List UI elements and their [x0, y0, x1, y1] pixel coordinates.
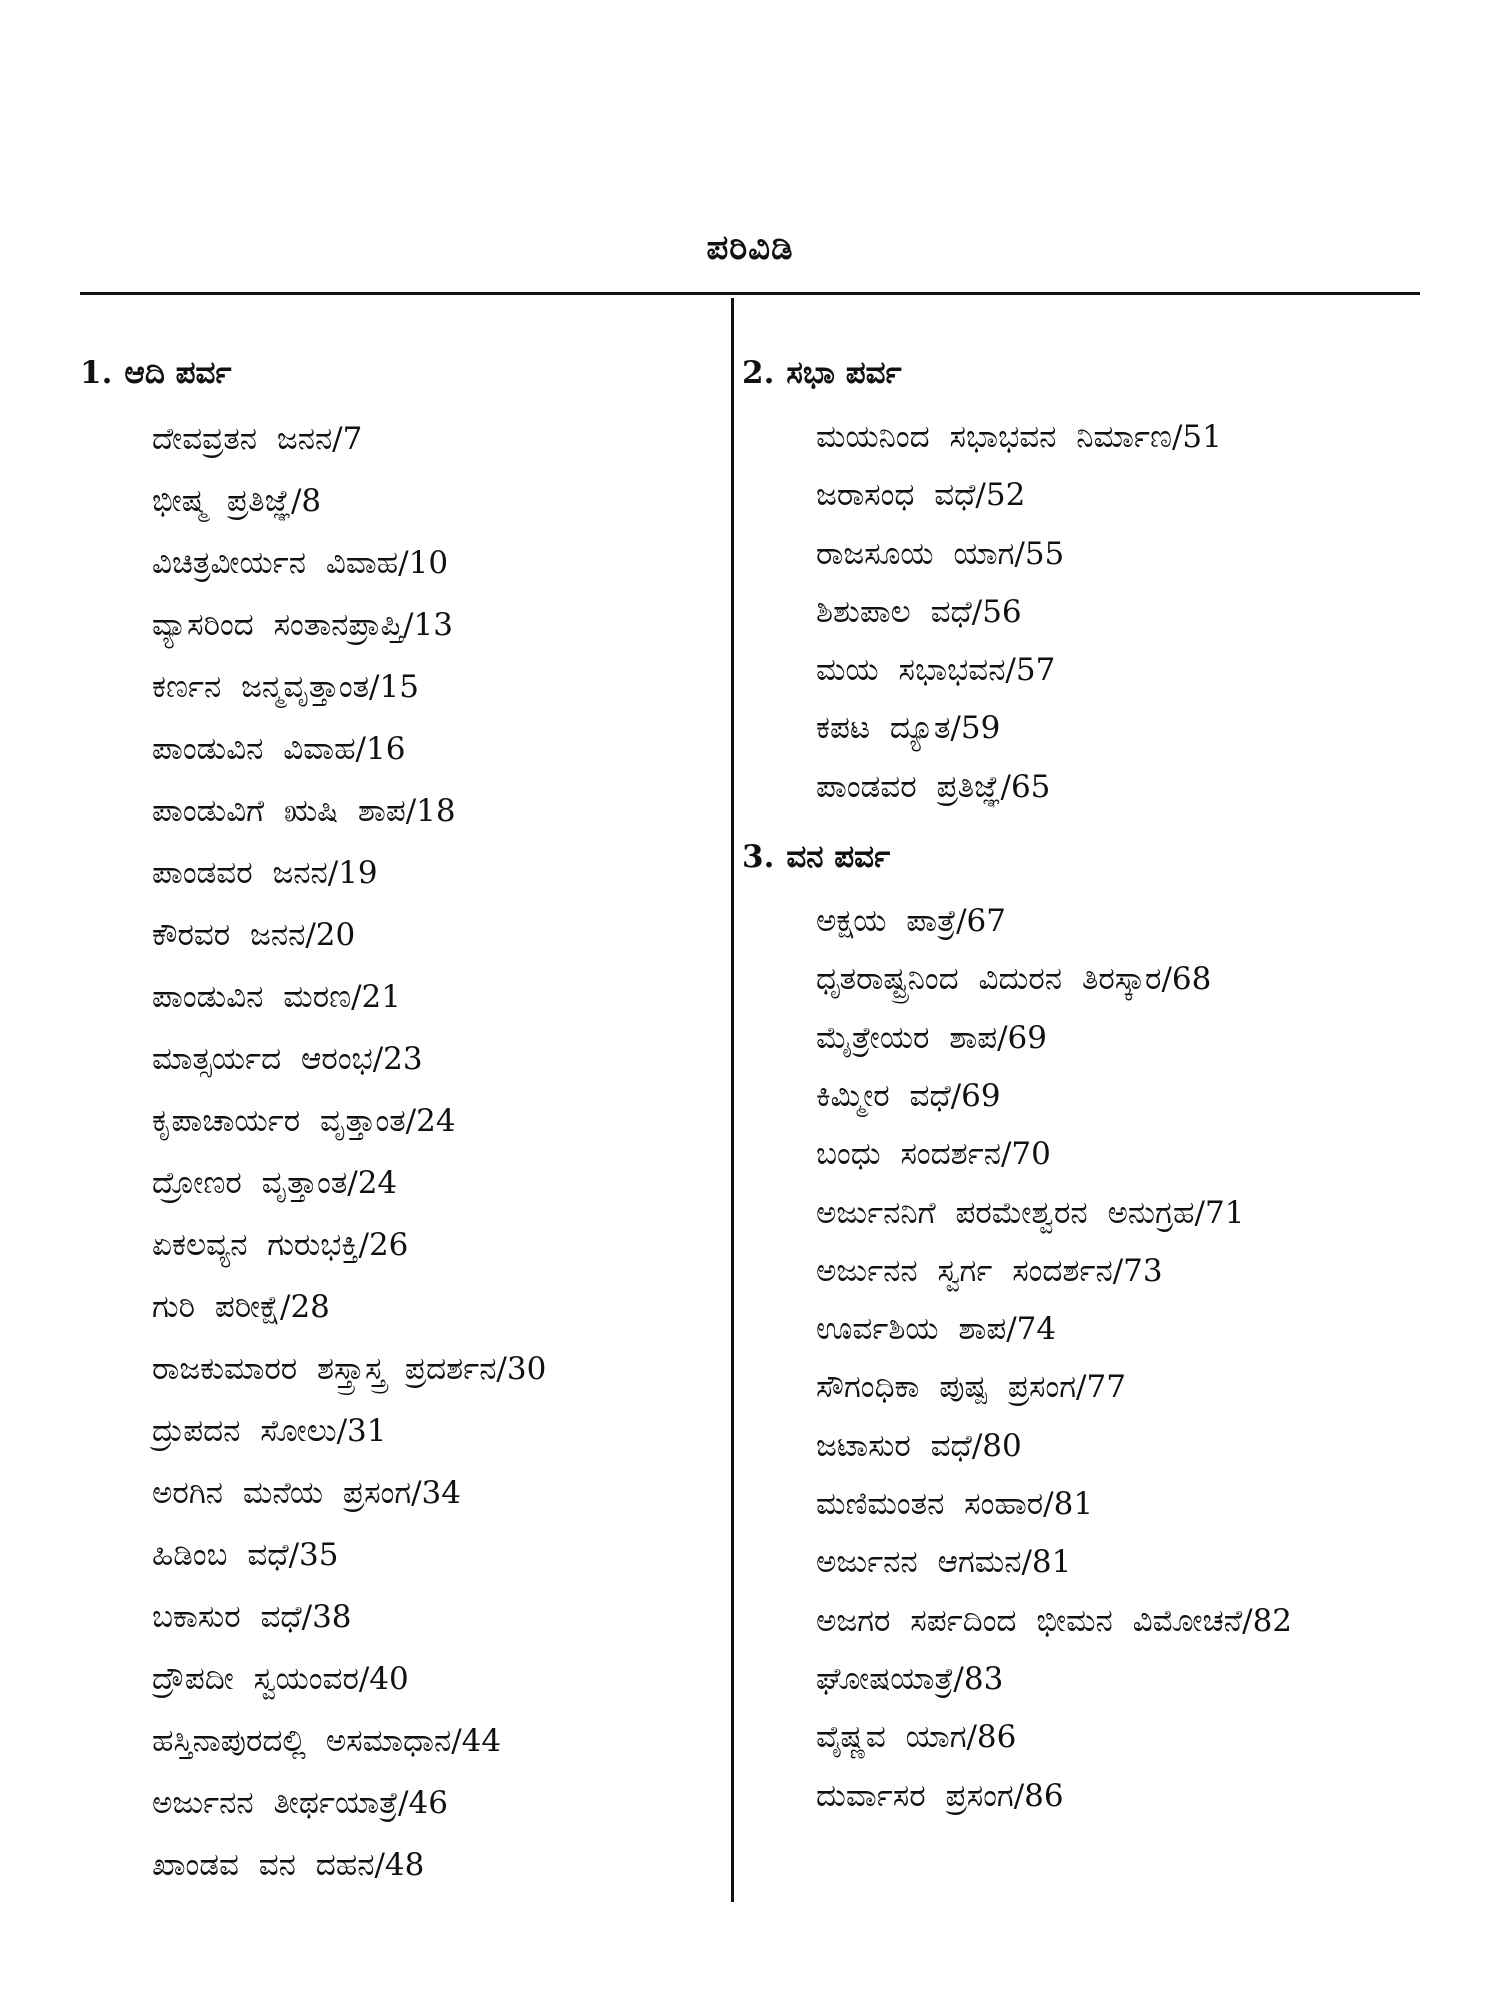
toc-entry: ಪಾಂಡುವಿಗೆ ಋಷಿ ಶಾಪ/18 [152, 793, 456, 829]
section-heading [80, 348, 720, 398]
column-divider [731, 298, 734, 1902]
toc-entry: ಮಯನಿಂದ ಸಭಾಭವನ ನಿರ್ಮಾಣ/51 [816, 419, 1222, 455]
toc-entry: ಧೃತರಾಷ್ಟ್ರನಿಂದ ವಿದುರನ ತಿರಸ್ಕಾರ/68 [816, 961, 1212, 998]
toc-entry: ಅರ್ಜುನನಿಗೆ ಪರಮೇಶ್ವರನ ಅನುಗ್ರಹ/71 [816, 1194, 1245, 1231]
section-heading [742, 348, 1442, 398]
toc-entry: ದುರ್ವಾಸರ ಪ್ರಸಂಗ/86 [816, 1777, 1064, 1814]
toc-entry: ಗುರಿ ಪರೀಕ್ಷೆ/28 [152, 1289, 330, 1325]
toc-entry: ಬಂಧು ಸಂದರ್ಶನ/70 [816, 1136, 1051, 1173]
toc-entry: ಹಸ್ತಿನಾಪುರದಲ್ಲಿ ಅಸಮಾಧಾನ/44 [152, 1723, 502, 1759]
toc-entry: ಕಿಮ್ಮೀರ ವಧೆ/69 [816, 1077, 1001, 1114]
toc-entry: ದೇವವ್ರತನ ಜನನ/7 [152, 421, 363, 457]
toc-entry: ಜಟಾಸುರ ವಧೆ/80 [816, 1427, 1022, 1464]
toc-entry: ರಾಜಕುಮಾರರ ಶಸ್ತ್ರಾಸ್ತ್ರ ಪ್ರದರ್ಶನ/30 [152, 1351, 547, 1387]
toc-entry: ಶಿಶುಪಾಲ ವಧೆ/56 [816, 593, 1022, 630]
toc-entry: ಖಾಂಡವ ವನ ದಹನ/48 [152, 1847, 425, 1883]
toc-entry: ಮಣಿಮಂತನ ಸಂಹಾರ/81 [816, 1486, 1094, 1523]
right-column [742, 348, 1442, 1825]
toc-entry: ಕೌರವರ ಜನನ/20 [152, 917, 356, 953]
section-title: ವನ ಪರ್ವ [786, 839, 891, 876]
toc-entry: ಜರಾಸಂಧ ವಧೆ/52 [816, 477, 1026, 514]
section-title: ಆದಿ ಪರ್ವ [124, 355, 232, 391]
page-title: ಪರಿವಿಡಿ [706, 228, 794, 268]
toc-entry: ಅಕ್ಷಯ ಪಾತ್ರೆ/67 [816, 903, 1006, 940]
toc-entry: ಏಕಲವ್ಯನ ಗುರುಭಕ್ತಿ/26 [152, 1227, 409, 1263]
toc-entry: ಪಾಂಡವರ ಜನನ/19 [152, 855, 378, 891]
toc-entry: ಅಜಗರ ಸರ್ಪದಿಂದ ಭೀಮನ ವಿಮೋಚನೆ/82 [816, 1602, 1293, 1639]
toc-entry: ದ್ರುಪದನ ಸೋಲು/31 [152, 1413, 387, 1449]
section-number: 3. [742, 839, 775, 876]
toc-entry: ಭೀಷ್ಮ ಪ್ರತಿಜ್ಞೆ/8 [152, 483, 322, 519]
toc-entry: ಮಾತ್ಸರ್ಯದ ಆರಂಭ/23 [152, 1041, 423, 1077]
toc-entry: ದ್ರೌಪದೀ ಸ್ವಯಂವರ/40 [152, 1661, 409, 1697]
toc-entry: ಊರ್ವಶಿಯ ಶಾಪ/74 [816, 1311, 1057, 1348]
section-sabha-parva [742, 348, 1442, 816]
toc-entry: ಹಿಡಿಂಬ ವಧೆ/35 [152, 1537, 339, 1573]
toc-entry: ಮೈತ್ರೇಯರ ಶಾಪ/69 [816, 1019, 1047, 1056]
toc-entry: ಅರ್ಜುನನ ಸ್ವರ್ಗ ಸಂದರ್ಶನ/73 [816, 1252, 1163, 1289]
toc-entry: ಪಾಂಡುವಿನ ವಿವಾಹ/16 [152, 731, 406, 767]
toc-entry: ವ್ಯಾಸರಿಂದ ಸಂತಾನಪ್ರಾಪ್ತಿ/13 [152, 607, 453, 643]
entry-list [80, 408, 720, 1896]
section-number: 1. [80, 355, 113, 391]
left-column [80, 348, 720, 1896]
toc-entry: ಬಕಾಸುರ ವಧೆ/38 [152, 1599, 352, 1635]
toc-entry: ವೈಷ್ಣವ ಯಾಗ/86 [816, 1719, 1017, 1756]
toc-entry: ಅರ್ಜುನನ ತೀರ್ಥಯಾತ್ರೆ/46 [152, 1785, 448, 1821]
entry-list [742, 408, 1442, 816]
entry-list [742, 892, 1442, 1825]
toc-entry: ದ್ರೋಣರ ವೃತ್ತಾಂತ/24 [152, 1165, 398, 1201]
toc-entry: ಅರ್ಜುನನ ಆಗಮನ/81 [816, 1544, 1072, 1581]
toc-entry: ಕೃಪಾಚಾರ್ಯರ ವೃತ್ತಾಂತ/24 [152, 1103, 456, 1139]
toc-entry: ಸೌಗಂಧಿಕಾ ಪುಷ್ಪ ಪ್ರಸಂಗ/77 [816, 1369, 1126, 1406]
section-number: 2. [742, 355, 775, 391]
toc-entry: ರಾಜಸೂಯ ಯಾಗ/55 [816, 535, 1065, 572]
section-heading [742, 832, 1442, 882]
section-title: ಸಭಾ ಪರ್ವ [786, 355, 902, 391]
title-divider [80, 292, 1420, 295]
toc-entry: ಪಾಂಡುವಿನ ಮರಣ/21 [152, 979, 401, 1015]
toc-entry: ಮಯ ಸಭಾಭವನ/57 [816, 652, 1056, 689]
toc-entry: ಪಾಂಡವರ ಪ್ರತಿಜ್ಞೆ/65 [816, 768, 1051, 805]
toc-entry: ವಿಚಿತ್ರವೀರ್ಯನ ವಿವಾಹ/10 [152, 545, 449, 581]
section-adi-parva [80, 348, 720, 1896]
toc-entry: ಕರ್ಣನ ಜನ್ಮವೃತ್ತಾಂತ/15 [152, 669, 419, 705]
toc-entry: ಘೋಷಯಾತ್ರೆ/83 [816, 1660, 1004, 1697]
section-vana-parva [742, 832, 1442, 1825]
toc-entry: ಅರಗಿನ ಮನೆಯ ಪ್ರಸಂಗ/34 [152, 1475, 461, 1511]
toc-entry: ಕಪಟ ದ್ಯೂತ/59 [816, 710, 1001, 747]
